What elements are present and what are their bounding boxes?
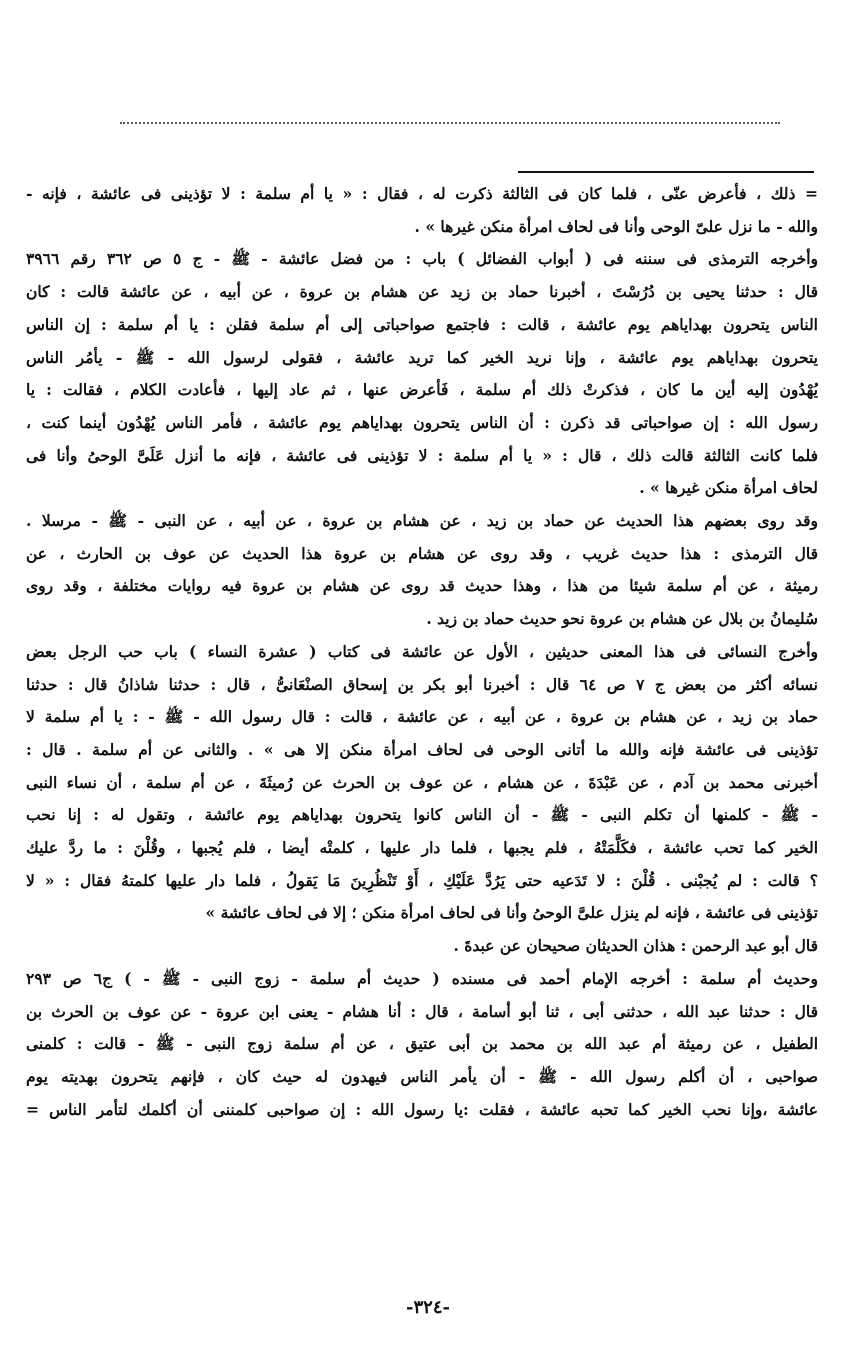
- text-line: رسول الله : إن صواحباتى قد ذكرن : أن الناس يتحرون بهداياهم يوم عائشة ، فأمر الناس يُهْدُون أينما كنت ،: [26, 412, 818, 432]
- text-line: وأخرج النسائى فى هذا المعنى حديثين ، الأول عن عائشة فى كتاب ( عشرة النساء ) باب حب الرجل بعض: [26, 641, 818, 661]
- text-line: يُهْدُون إليه أين ما كان ، فذكرتْ ذلك أم سلمة ، فَأعرض عنها ، ثم عاد إليها ، فأعادت الكلام ، فقالت : يا: [26, 380, 818, 400]
- text-line: ؟ قالت : لم يُجبْنى . قُلْنَ : لا تَدَعيه حتى يَرُدَّ عَلَيْكِ ، أَوْ تَنْظُرِينَ مَا يَقولُ ، فلما دار عليها كلمتهُ فقال : « لا: [26, 870, 818, 890]
- text-line: تؤذينى فى عائشة ، فإنه لم ينزل علىَّ الوحىُ وأنا فى لحاف امرأة منكن ؛ إلا فى لحاف عائشة »: [205, 903, 818, 923]
- text-line: فلما كانت الثالثة قالت ذلك ، قال : « يا أم سلمة : لا تؤذينى فى عائشة ، فإنه ما أنزل عَلَىَّ الوحىُ وأنا فى: [26, 445, 818, 465]
- text-line: الناس يتحرون بهداياهم يوم عائشة ، قالت : فاجتمع صواحباتى إلى أم سلمة فقلن : يا أم سلمة : إن الناس: [26, 314, 818, 334]
- text-line: قال : حدثنا عبد الله ، حدثنى أبى ، ثنا أبو أسامة ، قال : أنا هشام - يعنى ابن عروة - عن عوف بن الحرث بن: [26, 1001, 818, 1021]
- text-line: قال أبو عبد الرحمن : هذان الحديثان صحيحان عن عبدةَ .: [453, 936, 818, 956]
- text-line: وأخرجه الترمذى فى سننه فى ( أبواب الفضائل ) باب : من فضل عائشة - ﷺ - ج ٥ ص ٣٦٢ رقم ٣٩٦٦: [26, 249, 818, 269]
- text-line: الطفيل ، عن رميثة أم عبد الله بن محمد بن أبى عتيق ، عن أم سلمة زوج النبى - ﷺ - قالت : كلمنى: [26, 1034, 818, 1054]
- text-line: رميثة ، عن أم سلمة شيئا من هذا ، وهذا حديث قد روى عن هشام بن عروة فيه روايات مختلفة ، وقد روى: [26, 576, 818, 596]
- text-line: لحاف امرأة منكن غيرها » .: [639, 478, 818, 498]
- header-dotted-rule: [120, 122, 780, 124]
- text-line: أخبرنى محمد بن آدم ، عن عَبْدَةَ ، عن هشام ، عن عوف بن الحرث عن رُميثَةَ ، عن أم سلمة ، أن نساء النبى: [26, 772, 818, 792]
- text-line: الخير كما تحب عائشة ، فكَلَّمَتْهُ ، فلم يجبها ، فلما دار عليها ، كلمتْه أيضا ، فلم يُجبها ، وقُلْنَ : ما ردَّ عليك: [26, 838, 818, 858]
- text-line: والله - ما نزل علىّ الوحى وأنا فى لحاف امرأة منكن غيرها » .: [414, 216, 818, 236]
- footnote-separator: [518, 171, 814, 173]
- footnote-text-block: [26, 178, 818, 1126]
- text-line: وحديث أم سلمة : أخرجه الإمام أحمد فى مسنده ( حديث أم سلمة - زوج النبى - ﷺ - ) ج٦ ص ٢٩٣: [26, 968, 818, 988]
- text-line: تؤذينى فى عائشة فإنه والله ما أتانى الوحى فى لحاف امرأة منكن إلا هى » . والثانى عن أم سلمة . قال :: [26, 739, 818, 759]
- text-line: قال الترمذى : هذا حديث غريب ، وقد روى عن هشام بن عروة هذا الحديث عن عوف بن الحارث ، عن: [26, 543, 818, 563]
- text-line: نسائه أكثر من بعض ج ٧ ص ٦٤ قال : أخبرنا أبو بكر بن إسحاق الصنْعَانىُّ ، قال : حدثنا شاذانُ قال : حدثنا: [26, 674, 818, 694]
- text-line: عائشة ،وإنا نحب الخير كما تحبه عائشة ، فقلت :يا رسول الله : إن صواحبى كلمننى أن أكلمك لتأمر الناس =: [26, 1099, 818, 1119]
- text-line: يتحرون بهداياهم يوم عائشة ، وإنا نريد الخير كما تريد عائشة ، فقولى لرسول الله - ﷺ - يأمُر الناس: [26, 347, 818, 367]
- text-line: = ذلك ، فأعرض عنّى ، فلما كان فى الثالثة ذكرت له ، فقال : « يا أم سلمة : لا تؤذينى فى عائشة ، فإنه -: [26, 184, 818, 203]
- text-line: - ﷺ - كلمنها أن تكلم النبى - ﷺ - أن الناس كانوا يتحرون بهداياهم يوم عائشة ، وتقول له : إنا نحب: [26, 805, 818, 825]
- page-number: -٣٢٤-: [406, 1297, 450, 1318]
- text-line: وقد روى بعضهم هذا الحديث عن حماد بن زيد ، عن هشام بن عروة ، عن أبيه ، عن النبى - ﷺ - مرسلا .: [26, 511, 818, 531]
- text-line: قال : حدثنا يحيى بن دُرُسْتَ ، أخبرنا حماد بن زيد عن هشام بن عروة ، عن أبيه ، عن عائشة قالت : كان: [26, 282, 818, 302]
- text-line: صواحبى ، أن أكلم رسول الله - ﷺ - أن يأمر الناس فيهدون له حيث كان ، فإنهم يتحرون بهديته يوم: [26, 1066, 818, 1086]
- text-line: حماد بن زيد ، عن هشام بن عروة ، عن أبيه ، عن عائشة ، قالت : قال رسول الله - ﷺ - : يا أم سلمة لا: [26, 707, 818, 727]
- text-line: سُليمانُ بن بلال عن هشام بن عروة نحو حديث حماد بن زيد .: [426, 609, 818, 629]
